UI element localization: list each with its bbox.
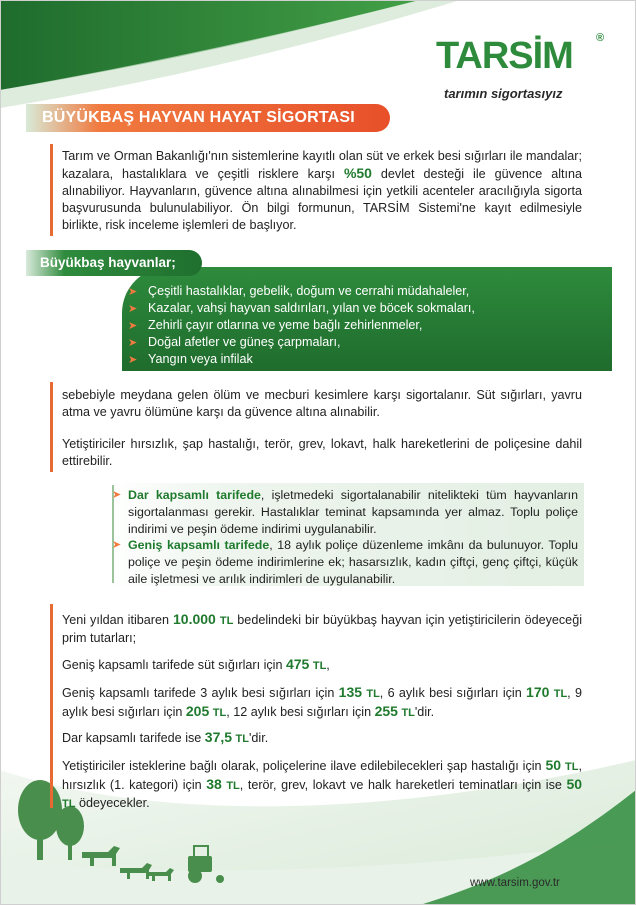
premium-wide-beef: Geniş kapsamlı tarifede 3 aylık besi sığırları için 135 TL, 6 aylık besi sığırları için 170 TL, 9 aylık besi sığırları için 205 TL, 12 aylık besi sığırları için 255 TL'dir. — [62, 684, 582, 719]
premium-extras: Yetiştiriciler isteklerine bağlı olarak, poliçelerine ilave edilebilecekleri şap hastalığı için 50 TL, hırsızlık (1. kategori) için 38 TL, terör, grev, lokavt ve halk hareketleri teminatları için ise 50 TL ödeyecekler. — [62, 757, 583, 810]
top-swoosh — [0, 0, 420, 90]
tariff-wide: ➤ Geniş kapsamlı tarifede, 18 aylık poliçe düzenleme imkânı da bulunuyor. Toplu poliçe ve peşin ödeme indirimlerine ek; hasarsızlık, kadın çiftçi, genç çiftçi, küçük aile işletmesi ve arılık indirimleri de uygulanabilir. — [112, 538, 578, 586]
coverage-paragraph: sebebiyle meydana gelen ölüm ve mecburi kesimlere karşı sigortalanır. Süt sığırları, yavru atma ve yavru ölümüne karşı da güvence altına alınabilir. — [62, 388, 582, 419]
risk-item: ➤ Yangın veya infilak — [128, 352, 253, 366]
premium-wide-dairy: Geniş kapsamlı tarifede süt sığırları için 475 TL, — [62, 656, 330, 672]
registered-mark: ® — [596, 32, 605, 44]
arrow-bullet-icon: ➤ — [128, 303, 138, 315]
logo-wordmark: TARSİM — [436, 35, 573, 77]
premium-narrow: Dar kapsamlı tarifede ise 37,5 TL'dir. — [62, 729, 269, 745]
arrow-bullet-icon: ➤ — [128, 354, 138, 366]
website-link[interactable]: www.tarsim.gov.tr — [470, 877, 560, 889]
risk-item: ➤ Çeşitli hastalıklar, gebelik, doğum ve cerrahi müdahaleler, — [128, 284, 470, 298]
tarsim-logo — [436, 30, 616, 110]
tariff-narrow: ➤ Dar kapsamlı tarifede, işletmedeki sigortalanabilir nitelikteki tüm hayvanların sigortalanması gerekir. Hastalıklar teminat kapsamında yer almaz. Toplu poliçe indirimi ve peşin ödeme indirimi uygulanabilir. — [112, 488, 578, 536]
arrow-bullet-icon: ➤ — [112, 539, 122, 551]
arrow-bullet-icon: ➤ — [128, 320, 138, 332]
optional-coverage-paragraph: Yetiştiriciler hırsızlık, şap hastalığı, terör, grev, lokavt, halk hareketlerini de poliçesine dahil ettirebilir. — [62, 437, 582, 468]
subsidy-rate: %50 — [343, 165, 372, 181]
logo-tagline: tarımın sigortasıyız — [444, 86, 563, 101]
risk-item: ➤ Kazalar, vahşi hayvan saldırıları, yılan ve böcek sokmaları, — [128, 301, 475, 315]
section-heading: Büyükbaş hayvanlar; — [26, 250, 202, 276]
premium-intro: Yeni yıldan itibaren 10.000 TL bedelindeki bir büyükbaş hayvan için yetiştiricilerin ödeyeceği prim tutarları; — [62, 611, 582, 645]
arrow-bullet-icon: ➤ — [112, 489, 122, 501]
intro-accent-bar — [50, 144, 53, 236]
risk-item: ➤ Doğal afetler ve güneş çarpmaları, — [128, 335, 341, 349]
premiums-accent-bar — [50, 604, 53, 808]
coverage-accent-bar — [50, 382, 53, 472]
arrow-bullet-icon: ➤ — [128, 286, 138, 298]
intro-paragraph: Tarım ve Orman Bakanlığı'nın sistemlerine kayıtlı olan süt ve erkek besi sığırları ile mandalar; kazalara, hastalıklara ve çeşitli risklere karşı %50 devlet desteği ile güvence altına alınabiliyor. Hayvanların, güvence altına alınabilmesi için yetkili acenteler aracılığıyla sigorta başvurusunda bulunulabiliyor. Ön bilgi formunun, TARSİM Sistemi'ne kayıt edilmesiyle birlikte, risk inceleme işlemleri de başlıyor. — [62, 149, 583, 232]
page-title: BÜYÜKBAŞ HAYVAN HAYAT SİGORTASI — [26, 104, 390, 132]
risk-item: ➤ Zehirli çayır otlarına ve yeme bağlı zehirlenmeler, — [128, 318, 423, 332]
arrow-bullet-icon: ➤ — [128, 337, 138, 349]
